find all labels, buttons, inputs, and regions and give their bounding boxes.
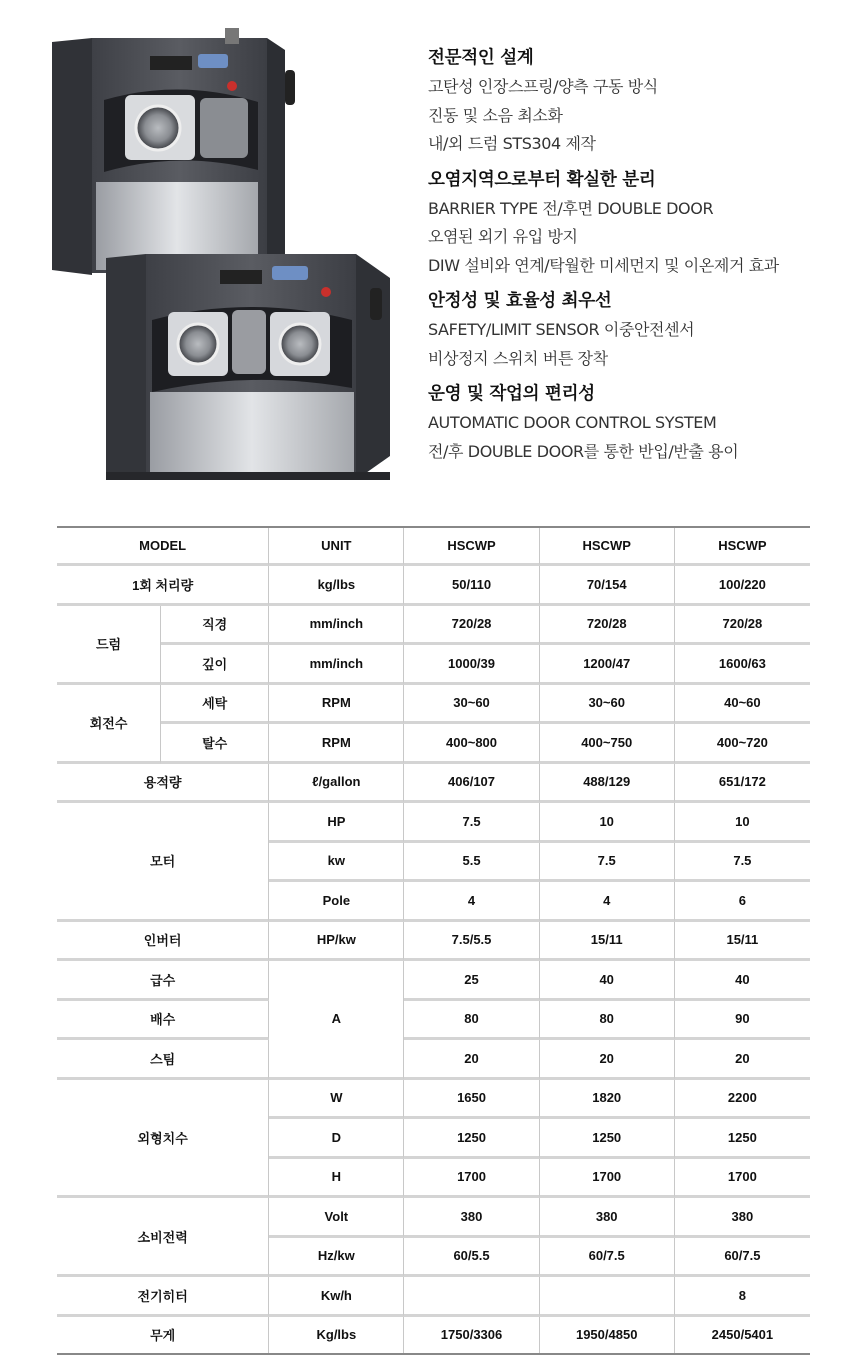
cell-value: 100/220 [675, 566, 810, 606]
cell-value: 20 [404, 1040, 539, 1080]
cell-value: 1000/39 [404, 645, 539, 685]
row-unit: Kg/lbs [269, 1317, 404, 1354]
cell-value: 1950/4850 [540, 1317, 675, 1354]
row-label: 급수 [57, 961, 269, 1001]
table-header-row [57, 528, 810, 566]
row-label: 배수 [57, 1001, 269, 1041]
cell-value: 80 [404, 1001, 539, 1041]
cell-value: 7.5 [540, 843, 675, 883]
cell-value: 400~800 [404, 724, 539, 764]
row-label: 무게 [57, 1317, 269, 1354]
cell-value: 4 [540, 882, 675, 922]
row-unit: D [269, 1119, 404, 1159]
row-unit: RPM [269, 724, 404, 764]
cell-value: 1820 [540, 1080, 675, 1120]
row-unit: ℓ/gallon [269, 764, 404, 804]
feature-line: BARRIER TYPE 전/후면 DOUBLE DOOR [428, 198, 714, 218]
row-unit: mm/inch [269, 645, 404, 685]
feature-design [428, 44, 848, 159]
cell-value: 1750/3306 [404, 1317, 539, 1354]
table-row [57, 803, 810, 843]
cell-value: 60/7.5 [540, 1238, 675, 1278]
table-row [57, 685, 810, 725]
feature-line: 오염된 외기 유입 방지 [428, 227, 578, 246]
cell-value: 7.5 [404, 803, 539, 843]
cell-value: 400~720 [675, 724, 810, 764]
header-model-col: HSCWP [404, 528, 539, 566]
sub-label: 탈수 [161, 724, 269, 764]
cell-value: 10 [540, 803, 675, 843]
cell-value: 1200/47 [540, 645, 675, 685]
cell-value: 1250 [404, 1119, 539, 1159]
rear-washer-machine [52, 28, 295, 275]
cell-value: 15/11 [675, 922, 810, 962]
feature-line: DIW 설비와 연계/탁월한 미세먼지 및 이온제거 효과 [428, 255, 779, 275]
cell-value: 720/28 [540, 606, 675, 646]
row-unit: HP/kw [269, 922, 404, 962]
feature-line: SAFETY/LIMIT SENSOR 이중안전센서 [428, 320, 695, 339]
cell-value: 2450/5401 [711, 1327, 774, 1343]
cell-value: 380 [540, 1198, 675, 1238]
cell-value: 10 [675, 803, 810, 843]
feature-title: 운영 및 작업의 편리성 [428, 384, 595, 404]
table-row [57, 1277, 810, 1317]
row-unit: A [269, 961, 404, 1080]
cell-value: 380 [404, 1198, 539, 1238]
cell-value: 30~60 [540, 685, 675, 725]
feature-line: 고탄성 인장스프링/양측 구동 방식 [428, 77, 658, 96]
row-unit: Kw/h [269, 1277, 404, 1317]
cell-value: 720/28 [404, 606, 539, 646]
row-label: 스팀 [57, 1040, 269, 1080]
cell-value: 7.5 [675, 843, 810, 883]
group-label: 모터 [57, 803, 269, 922]
cell-value: 1600/63 [675, 645, 810, 685]
feature-line: 비상정지 스위치 버튼 장착 [428, 348, 608, 368]
sub-label: 깊이 [161, 645, 269, 685]
product-image-washer-extractors [40, 20, 400, 490]
cell-value: 1250 [675, 1119, 810, 1159]
cell-value: 70/154 [540, 566, 675, 606]
row-unit: W [269, 1080, 404, 1120]
cell-value [404, 1277, 539, 1317]
header-model: MODEL [57, 528, 269, 566]
feature-line: AUTOMATIC DOOR CONTROL SYSTEM [428, 413, 717, 432]
row-unit: kg/lbs [269, 566, 404, 606]
table-row [57, 1317, 810, 1354]
front-washer-machine [106, 254, 390, 480]
row-label: 전기히터 [57, 1277, 269, 1317]
cell-value: 1250 [540, 1119, 675, 1159]
group-label: 외형치수 [57, 1080, 269, 1199]
cell-value: 380 [675, 1198, 810, 1238]
table-row [57, 1040, 810, 1080]
header-unit: UNIT [269, 528, 404, 566]
feature-line: 진동 및 소음 최소화 [428, 105, 563, 125]
cell-value: 720/28 [675, 606, 810, 646]
sub-label: 직경 [161, 606, 269, 646]
cell-value: 1650 [404, 1080, 539, 1120]
row-unit: Hz/kw [269, 1238, 404, 1278]
table-row [57, 764, 810, 804]
cell-value: 4 [404, 882, 539, 922]
table-row [57, 606, 810, 646]
sub-label: 세탁 [161, 685, 269, 725]
cell-value: 1700 [540, 1159, 675, 1199]
cell-value: 90 [675, 1001, 810, 1041]
cell-value: 6 [675, 882, 810, 922]
feature-title: 오염지역으로부터 확실한 분리 [428, 169, 656, 190]
row-unit: Volt [269, 1198, 404, 1238]
cell-value: 60/7.5 [675, 1238, 810, 1278]
row-label: 인버터 [57, 922, 269, 962]
cell-value: 400~750 [540, 724, 675, 764]
cell-value: 40 [540, 961, 675, 1001]
cell-value: 80 [540, 1001, 675, 1041]
row-unit: RPM [269, 685, 404, 725]
table-row [57, 961, 810, 1001]
table-row [57, 1198, 810, 1238]
row-unit: H [269, 1159, 404, 1199]
cell-value: 1700 [404, 1159, 539, 1199]
row-unit: kw [269, 843, 404, 883]
cell-value: 25 [404, 961, 539, 1001]
cell-value: 7.5/5.5 [404, 922, 539, 962]
row-unit: Pole [269, 882, 404, 922]
row-unit: mm/inch [269, 606, 404, 646]
row-unit: HP [269, 803, 404, 843]
spec-table [57, 526, 810, 1355]
cell-value: 20 [540, 1040, 675, 1080]
feature-separation [428, 166, 848, 281]
cell-value: 651/172 [675, 764, 810, 804]
cell-value: 20 [675, 1040, 810, 1080]
table-row [57, 645, 810, 685]
table-row [57, 566, 810, 606]
group-label: 드럼 [57, 606, 161, 685]
feature-convenience [428, 380, 848, 466]
feature-title: 안정성 및 효율성 최우선 [428, 291, 612, 311]
cell-value: 5.5 [404, 843, 539, 883]
group-label: 회전수 [57, 685, 161, 764]
table-row [57, 1080, 810, 1120]
table-row [57, 922, 810, 962]
row-label: 용적량 [57, 764, 269, 804]
group-label: 소비전력 [57, 1198, 269, 1277]
feature-line: 전/후 DOUBLE DOOR를 통한 반입/반출 용이 [428, 441, 739, 461]
cell-value: 40~60 [675, 685, 810, 725]
row-label: 1회 처리량 [57, 566, 269, 606]
cell-value: 488/129 [540, 764, 675, 804]
feature-line: 내/외 드럼 STS304 제작 [428, 134, 596, 153]
table-row [57, 724, 810, 764]
cell-value: 60/5.5 [404, 1238, 539, 1278]
header-model-col: HSCWP [675, 528, 810, 566]
feature-list [428, 44, 848, 473]
cell-value: 15/11 [540, 922, 675, 962]
table-row [57, 1001, 810, 1041]
cell-value [540, 1277, 675, 1317]
cell-value: 2200 [675, 1080, 810, 1120]
cell-value: 1700 [675, 1159, 810, 1199]
cell-value: 30~60 [404, 685, 539, 725]
cell-value: 8 [675, 1277, 810, 1317]
cell-value: 40 [675, 961, 810, 1001]
feature-title: 전문적인 설계 [428, 48, 534, 68]
cell-value: 50/110 [404, 566, 539, 606]
feature-safety [428, 287, 848, 373]
header-model-col: HSCWP [540, 528, 675, 566]
cell-value: 406/107 [404, 764, 539, 804]
